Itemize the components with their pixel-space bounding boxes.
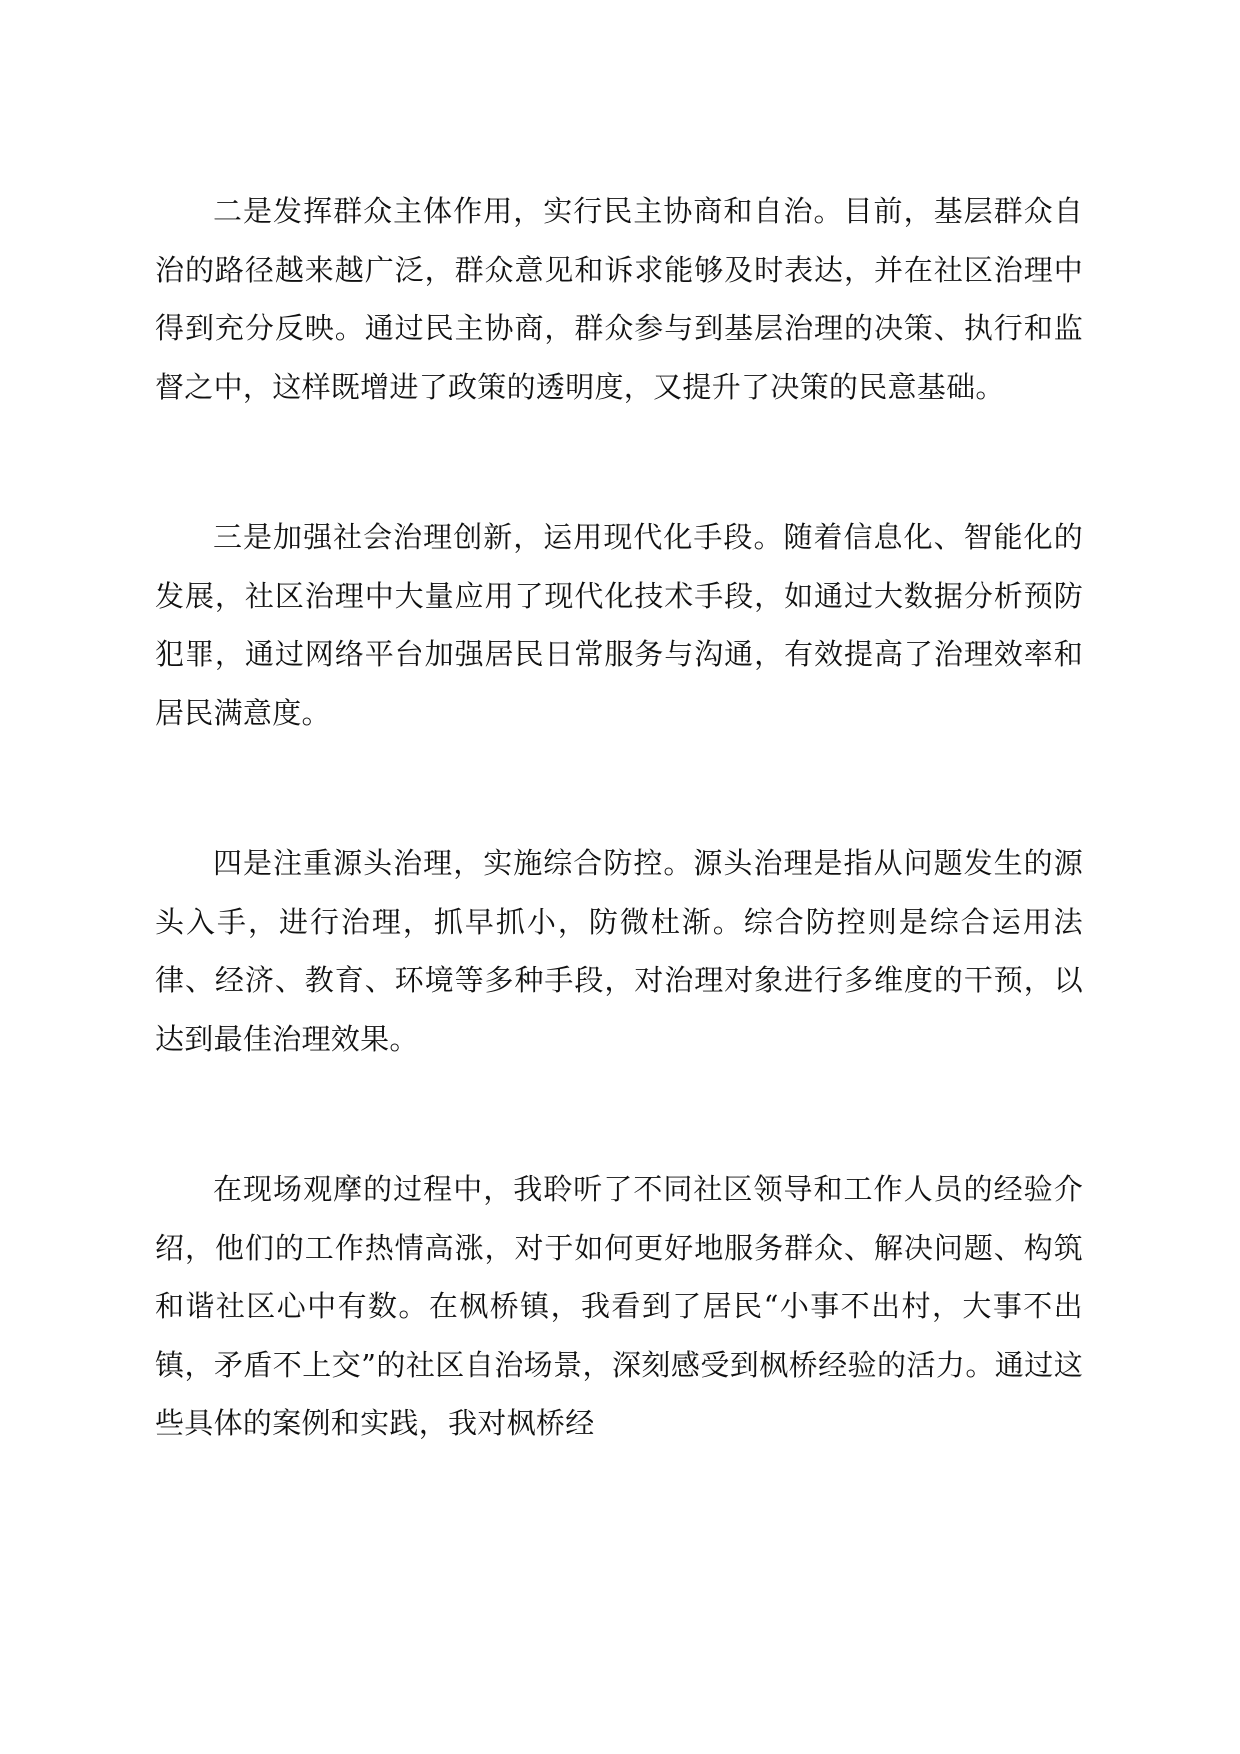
- paragraph-source-governance: 四是注重源头治理，实施综合防控。源头治理是指从问题发生的源头入手，进行治理，抓早抓小，防微杜渐。综合防控则是综合运用法律、经济、教育、环境等多种手段，对治理对象进行多维度的干预，以达到最佳治理效果。: [155, 846, 1083, 1056]
- paragraph-field-observation: 在现场观摩的过程中，我聆听了不同社区领导和工作人员的经验介绍，他们的工作热情高涨，对于如何更好地服务群众、解决问题、构筑和谐社区心中有数。在枫桥镇，我看到了居民“小事不出村，大事不出镇，矛盾不上交”的社区自治场景，深刻感受到枫桥经验的活力。通过这些具体的案例和实践，我对枫桥经: [155, 1172, 1083, 1440]
- paragraph-public-participation: 二是发挥群众主体作用，实行民主协商和自治。目前，基层群众自治的路径越来越广泛，群众意见和诉求能够及时表达，并在社区治理中得到充分反映。通过民主协商，群众参与到基层治理的决策、执行和监督之中，这样既增进了政策的透明度，又提升了决策的民意基础。: [155, 194, 1083, 404]
- document-body: [155, 182, 1083, 1545]
- paragraph-governance-innovation: 三是加强社会治理创新，运用现代化手段。随着信息化、智能化的发展，社区治理中大量应用了现代化技术手段，如通过大数据分析预防犯罪，通过网络平台加强居民日常服务与沟通，有效提高了治理效率和居民满意度。: [155, 520, 1083, 730]
